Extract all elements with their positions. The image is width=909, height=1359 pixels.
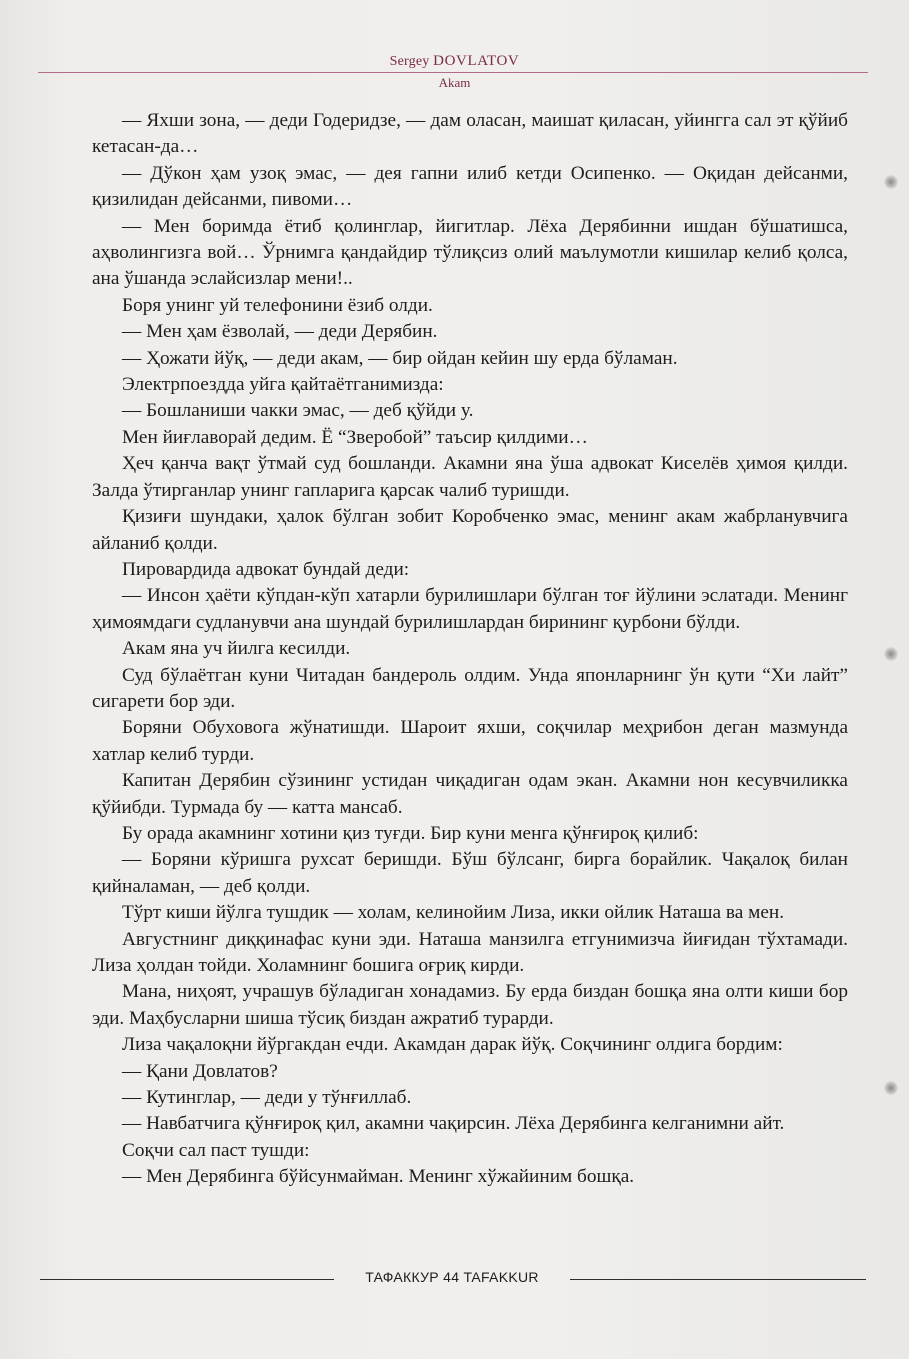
paragraph: Капитан Дерябин сўзининг устидан чиқадиган одам экан. Акамни нон кесувчиликка қўйибди. Турмада бу — катта мансаб.: [92, 770, 848, 818]
running-header: [0, 52, 909, 70]
paragraph: — Мен ҳам ёзволай, — деди Дерябин.: [122, 321, 438, 343]
body-text: [92, 108, 848, 1191]
footer-journal-cyrillic: ТАФАККУР: [365, 1269, 439, 1285]
paragraph: Электрпоездда уйга қайтаётганимизда:: [122, 374, 444, 396]
paragraph: Пировардида адвокат бундай деди:: [122, 558, 410, 580]
footer-rule-left: [40, 1279, 334, 1280]
paragraph: — Навбатчига қўнғироқ қил, акамни чақирсин. Лёха Дерябинга келганимни айт.: [122, 1113, 785, 1135]
footer-rule-right: [570, 1279, 866, 1280]
paragraph: Соқчи сал паст тушди:: [122, 1139, 310, 1161]
paragraph: Акам яна уч йилга кесилди.: [122, 638, 351, 660]
paragraph: Мен йиғлаворай дедим. Ё “Зверобой” таъсир қилдими…: [122, 426, 588, 448]
binding-hole-icon: [884, 1081, 898, 1095]
footer-journal-latin: TAFAKKUR: [463, 1269, 539, 1285]
paragraph: — Ҳожати йўқ, — деди акам, — бир ойдан кейин шу ерда бўламан.: [122, 347, 678, 369]
paragraph: Лиза чақалоқни йўргакдан ечди. Акамдан дарак йўқ. Соқчининг олдига бордим:: [122, 1034, 783, 1056]
binding-hole-icon: [884, 647, 898, 661]
paragraph: Августнинг диққинафас куни эди. Наташа манзилга етгунимизча йиғидан тўхтамади. Лиза ҳолдан тойди. Холамнинг бошига оғриқ кирди.: [92, 928, 848, 976]
paragraph: — Дўкон ҳам узоқ эмас, — дея гапни илиб кетди Осипенко. — Оқидан дейсанми, қизилидан дейсанми, пивоми…: [92, 162, 848, 211]
paragraph: — Бошланиши чакки эмас, — деб қўйди у.: [122, 400, 474, 422]
paragraph: — Инсон ҳаёти кўпдан-кўп хатарли бурилишлари бўлган тоғ йўлини эслатади. Менинг ҳимоямдаги судланувчи ана шундай бурилишлардан бирининг қурбони бўлди.: [92, 585, 848, 633]
paragraph: Боря унинг уй телефонини ёзиб олди.: [122, 294, 433, 316]
paragraph: Қизиғи шундаки, ҳалок бўлган зобит Коробченко эмас, менинг акам жабрланувчига айланиб қолди.: [92, 506, 848, 554]
paragraph: — Яхши зона, — деди Годеридзе, — дам оласан, маишат қиласан, уйингга сал эт қўйиб кетасан-да…: [92, 110, 848, 158]
author-name: [390, 54, 520, 69]
paragraph: — Кутинглар, — деди у тўнғиллаб.: [122, 1087, 412, 1109]
author-last-name: DOVLATOV: [433, 53, 520, 69]
binding-hole-icon: [884, 175, 898, 189]
page-number: 44: [443, 1269, 460, 1285]
paragraph: Тўрт киши йўлга тушдик — холам, келинойим Лиза, икки ойлик Наташа ва мен.: [122, 902, 785, 924]
paragraph: Мана, ниҳоят, учрашув бўладиган хонадамиз. Бу ерда биздан бошқа яна олти киши бор эди. Маҳбусларни шиша тўсиқ биздан ажратиб турарди.: [92, 981, 848, 1029]
paragraph: Боряни Обуховога жўнатишди. Шароит яхши, соқчилар меҳрибон деган мазмунда хатлар келиб турди.: [92, 717, 848, 765]
story-title: Akam: [438, 75, 471, 90]
paragraph: Бу орада акамнинг хотини қиз туғди. Бир куни менга қўнғироқ қилиб:: [122, 822, 699, 844]
paragraph: — Мен Дерябинга бўйсунмайман. Менинг хўжайиним бошқа.: [122, 1166, 635, 1188]
paragraph: Суд бўлаётган куни Читадан бандероль олдим. Унда японларнинг ўн қути “Хи лайт” сигарети бор эди.: [92, 664, 848, 712]
paragraph: — Боряни кўришга рухсат беришди. Бўш бўлсанг, бирга борайлик. Чақалоқ билан қийналаман, — деб қолди.: [92, 849, 848, 897]
paragraph: Ҳеч қанча вақт ўтмай суд бошланди. Акамни яна ўша адвокат Киселёв ҳимоя қилди. Залда ўтирганлар унинг гапларига қарсак чалиб туришди.: [92, 453, 848, 501]
author-first-name: Sergey: [389, 54, 430, 69]
footer: [334, 1269, 570, 1285]
header-rule: [38, 72, 868, 73]
paragraph: — Қани Довлатов?: [122, 1060, 278, 1082]
paragraph: — Мен боримда ётиб қолинглар, йигитлар. Лёха Дерябинни ишдан бўшатишса, аҳволингизга вой… Ўрнимга қандайдир тўлиқсиз олий маълумотли кишилар келиб қолса, ана ўшанда эслайсизлар мени!..: [92, 215, 848, 290]
